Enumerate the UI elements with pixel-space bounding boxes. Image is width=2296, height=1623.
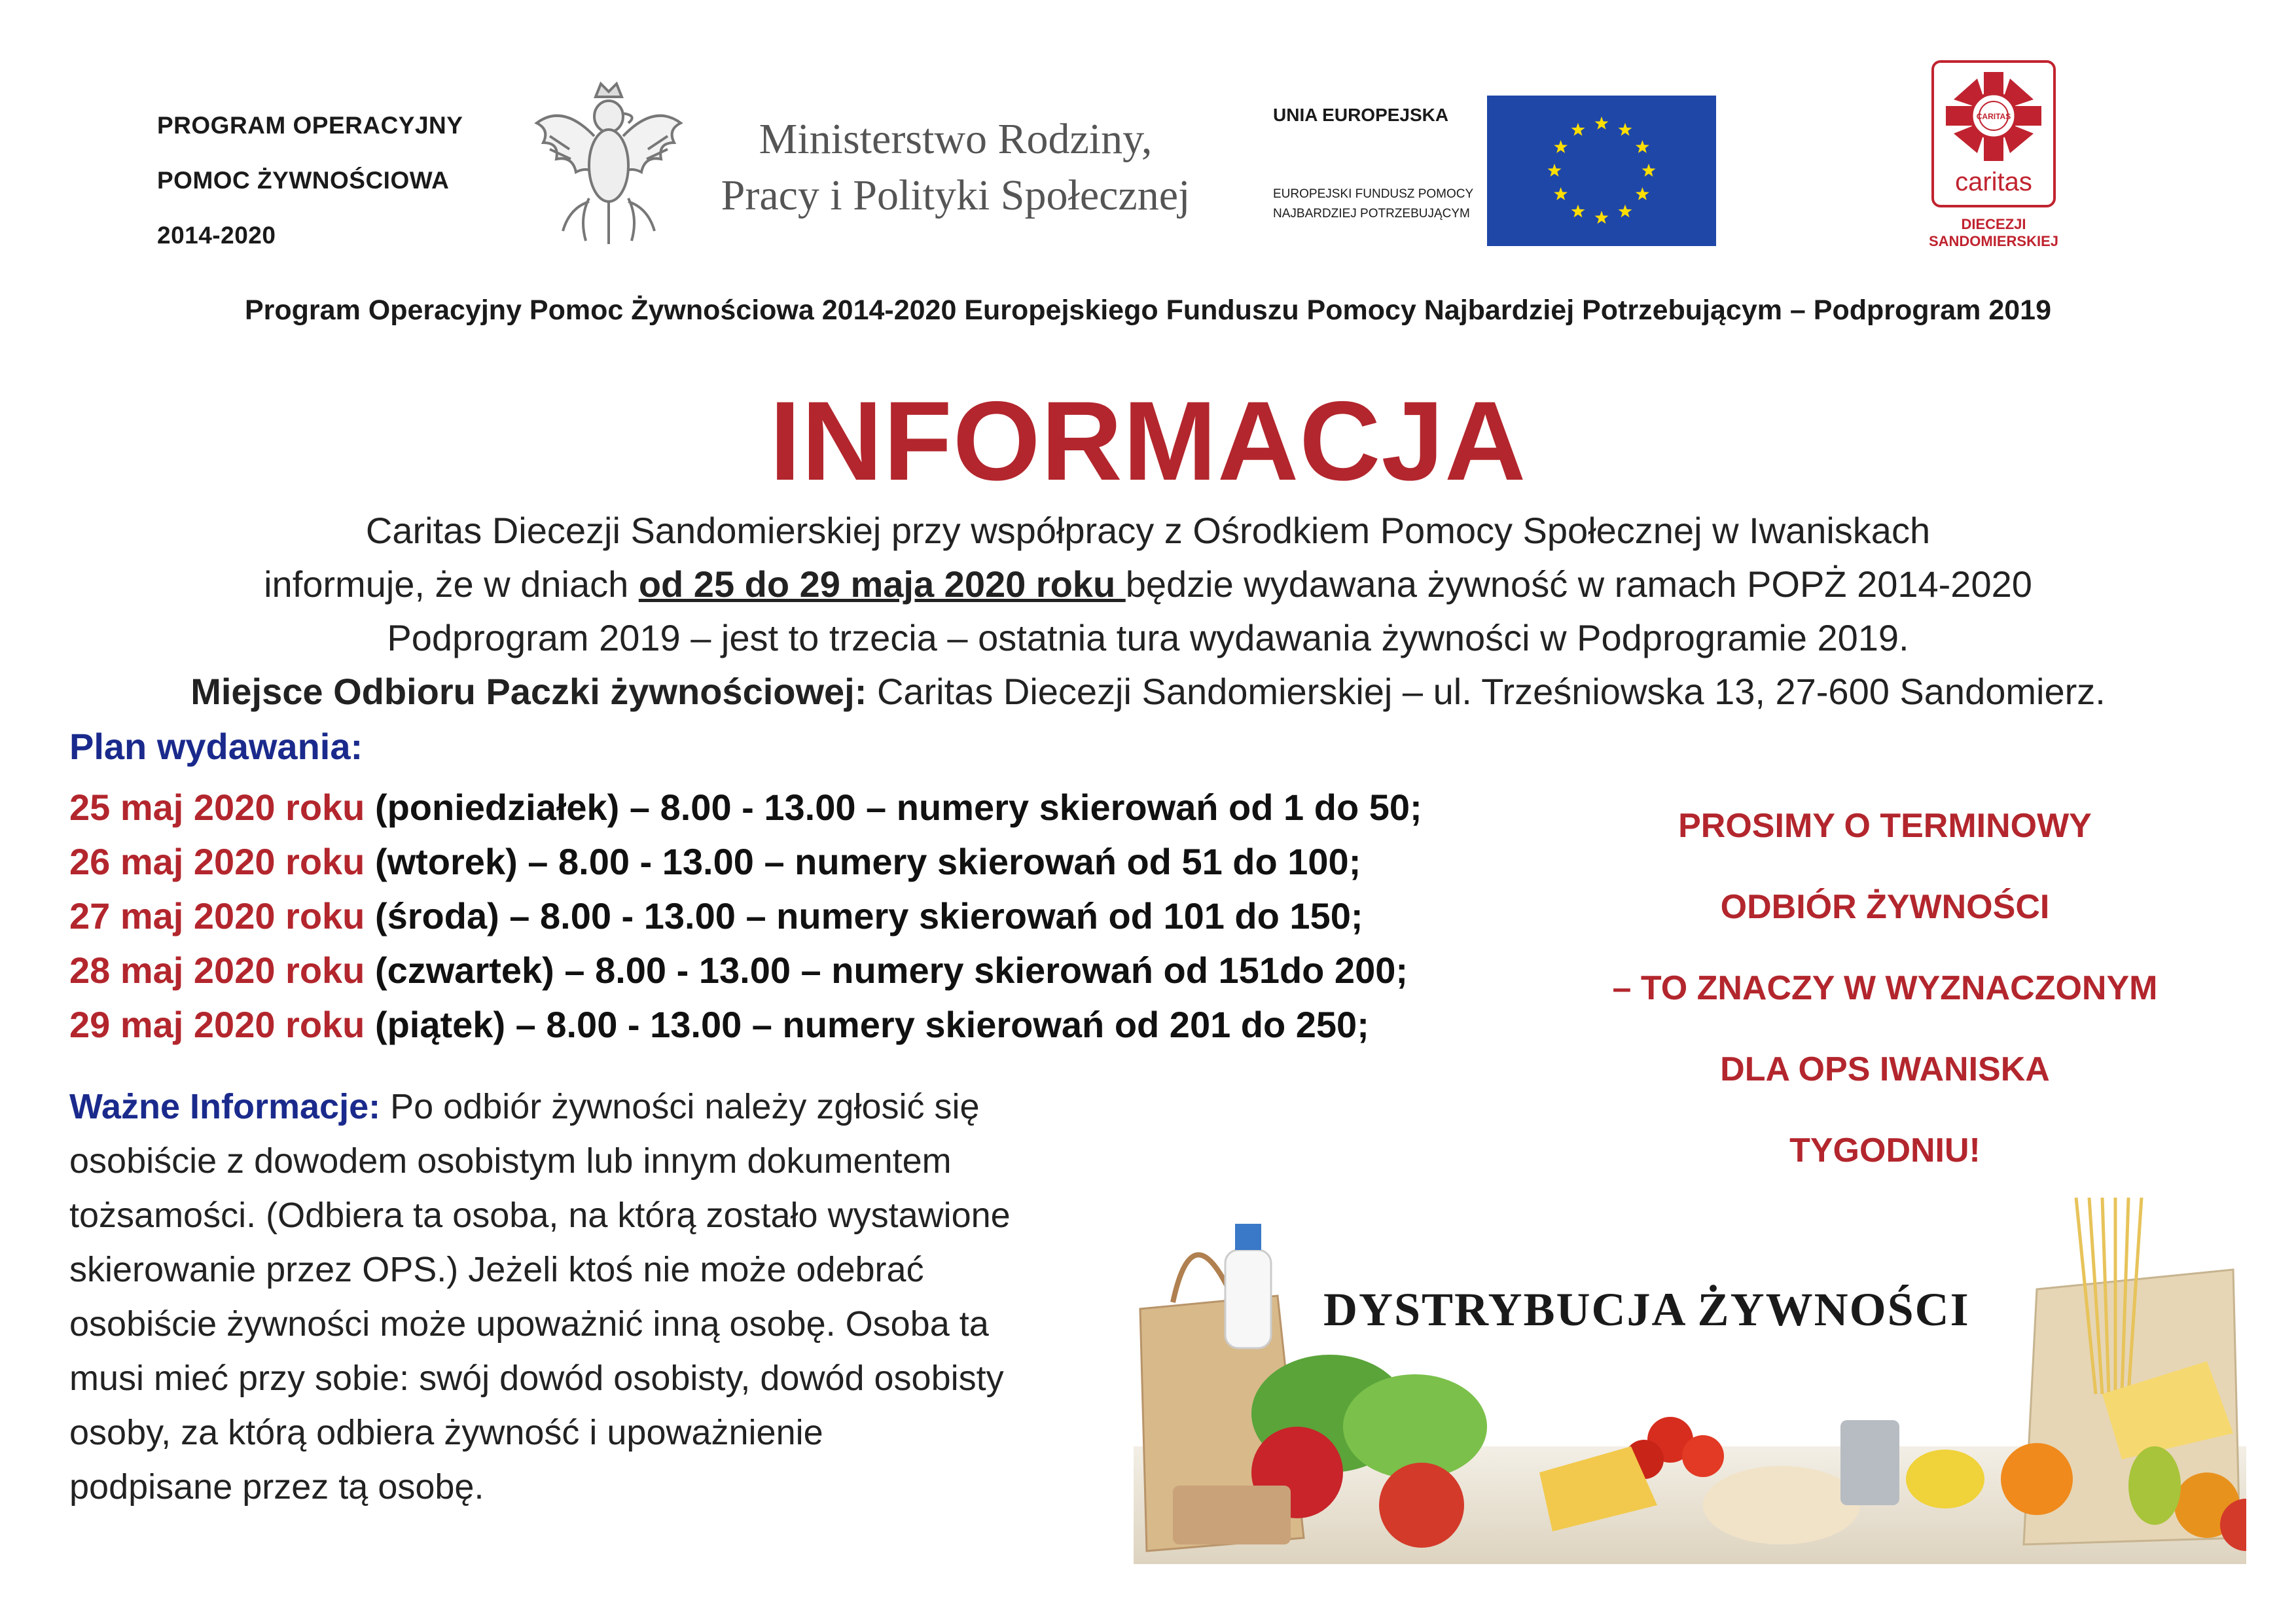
important-line: osobiście z dowodem osobistym lub innym dokumentem — [69, 1141, 952, 1181]
plan-heading: Plan wydawania: — [69, 726, 363, 767]
important-text: Po odbiór żywności należy zgłosić się — [380, 1087, 980, 1126]
pickup-location-label: Miejsce Odbioru Paczki żywnościowej: — [190, 671, 867, 712]
eu-flag-icon — [1487, 96, 1716, 246]
schedule-details: (środa) – 8.00 - 13.00 – numery skierowań od 101 do 150; — [365, 895, 1363, 936]
important-line: podpisane przez tą osobę. — [69, 1467, 484, 1507]
notice-line: DLA OPS IWANISKA — [1720, 1050, 2050, 1088]
caritas-logo — [1901, 60, 2104, 263]
caritas-logo-frame — [1931, 60, 2056, 207]
popz-logo-line2: POMOC ŻYWNOŚCIOWA — [157, 167, 450, 194]
intro-line2-pre: informuje, że w dniach — [264, 563, 639, 605]
intro-line3: Podprogram 2019 – jest to trzecia – ostatnia tura wydawania żywności w Podprogramie 2019. — [387, 617, 1909, 658]
notice-line: ODBIÓR ŻYWNOŚCI — [1720, 888, 2050, 926]
ministry-line2: Pracy i Polityki Społecznej — [721, 171, 1191, 219]
popz-logo-line3: 2014-2020 — [157, 222, 276, 249]
eu-fund-line1: EUROPEJSKI FUNDUSZ POMOCY — [1273, 187, 1474, 201]
important-line: osobiście żywności może upoważnić inną osobę. Osoba ta — [69, 1304, 989, 1344]
schedule-details: (wtorek) – 8.00 - 13.00 – numery skierowań od 51 do 100; — [365, 841, 1361, 882]
caritas-word: caritas — [1955, 168, 2032, 196]
intro-line4 — [0, 665, 2296, 719]
popz-logo — [157, 98, 497, 263]
schedule-details: (poniedziałek) – 8.00 - 13.00 – numery skierowań od 1 do 50; — [365, 787, 1422, 828]
schedule-row — [69, 943, 1422, 997]
schedule-row — [69, 834, 1422, 889]
schedule-row — [69, 780, 1422, 834]
timely-pickup-notice — [1532, 785, 2238, 1191]
caritas-cross-icon — [1934, 68, 2053, 166]
eu-logo-text — [1273, 105, 1496, 224]
intro-line1: Caritas Diecezji Sandomierskiej przy współpracy z Ośrodkiem Pomocy Społecznej w Iwaniskach — [365, 510, 1931, 551]
schedule-date: 29 maj 2020 roku — [69, 1004, 365, 1045]
polish-eagle-emblem-icon — [524, 77, 694, 260]
important-info — [69, 1080, 1169, 1514]
ministry-logo-text — [707, 111, 1204, 224]
schedule-row — [69, 889, 1422, 943]
caritas-ring-text: CARITAS — [1976, 112, 2011, 121]
intro-line2 — [0, 558, 2296, 611]
food-image-caption: DYSTRYBUCJA ŻYWNOŚCI — [1323, 1283, 1970, 1336]
important-line: tożsamości. (Odbiera ta osoba, na którą zostało wystawione — [69, 1196, 1011, 1235]
schedule-date: 25 maj 2020 roku — [69, 787, 365, 828]
intro-paragraph — [0, 504, 2296, 719]
page-title: INFORMACJA — [769, 378, 1527, 504]
food-distribution-image — [1134, 1198, 2246, 1564]
notice-line: PROSIMY O TERMINOWY — [1678, 807, 2092, 845]
important-line: skierowanie przez OPS.) Jeżeli ktoś nie może odebrać — [69, 1250, 924, 1289]
ministry-line1: Ministerstwo Rodziny, — [759, 115, 1153, 163]
important-line: musi mieć przy sobie: swój dowód osobisty, dowód osobisty — [69, 1359, 1004, 1398]
schedule-row — [69, 997, 1422, 1052]
eu-fund-line2: NAJBARDZIEJ POTRZEBUJĄCYM — [1273, 207, 1470, 221]
important-line: osoby, za którą odbiera żywność i upoważnienie — [69, 1413, 823, 1452]
intro-dates: od 25 do 29 maja 2020 roku — [638, 563, 1126, 605]
program-line: Program Operacyjny Pomoc Żywnościowa 2014-2020 Europejskiego Funduszu Pomocy Najbardziej Potrzebującym – Podprogram 2019 — [244, 294, 2052, 326]
schedule-date: 28 maj 2020 roku — [69, 950, 365, 991]
schedule-details: (czwartek) – 8.00 - 13.00 – numery skierowań od 151do 200; — [365, 950, 1408, 991]
distribution-schedule — [69, 780, 1422, 1052]
important-label: Ważne Informacje: — [69, 1087, 381, 1126]
groceries-illustration-icon — [1134, 1198, 2246, 1564]
pickup-location-text: Caritas Diecezji Sandomierskiej – ul. Trześniowska 13, 27-600 Sandomierz. — [867, 671, 2106, 712]
popz-logo-line1: PROGRAM OPERACYJNY — [157, 112, 463, 139]
caritas-sub-line1: DIECEZJI — [1961, 216, 2026, 232]
eu-fund-name — [1273, 185, 1496, 224]
intro-line2-post: będzie wydawana żywność w ramach POPŻ 2014-2020 — [1125, 563, 2032, 605]
caritas-sub-line2: SANDOMIERSKIEJ — [1928, 233, 2059, 249]
important-line — [69, 1080, 1169, 1134]
notice-line: TYGODNIU! — [1789, 1132, 1981, 1169]
schedule-date: 26 maj 2020 roku — [69, 841, 365, 882]
schedule-details: (piątek) – 8.00 - 13.00 – numery skierowań od 201 do 250; — [365, 1004, 1369, 1045]
eu-title: UNIA EUROPEJSKA — [1273, 105, 1449, 125]
notice-line: – TO ZNACZY W WYZNACZONYM — [1612, 969, 2158, 1007]
schedule-date: 27 maj 2020 roku — [69, 895, 365, 936]
